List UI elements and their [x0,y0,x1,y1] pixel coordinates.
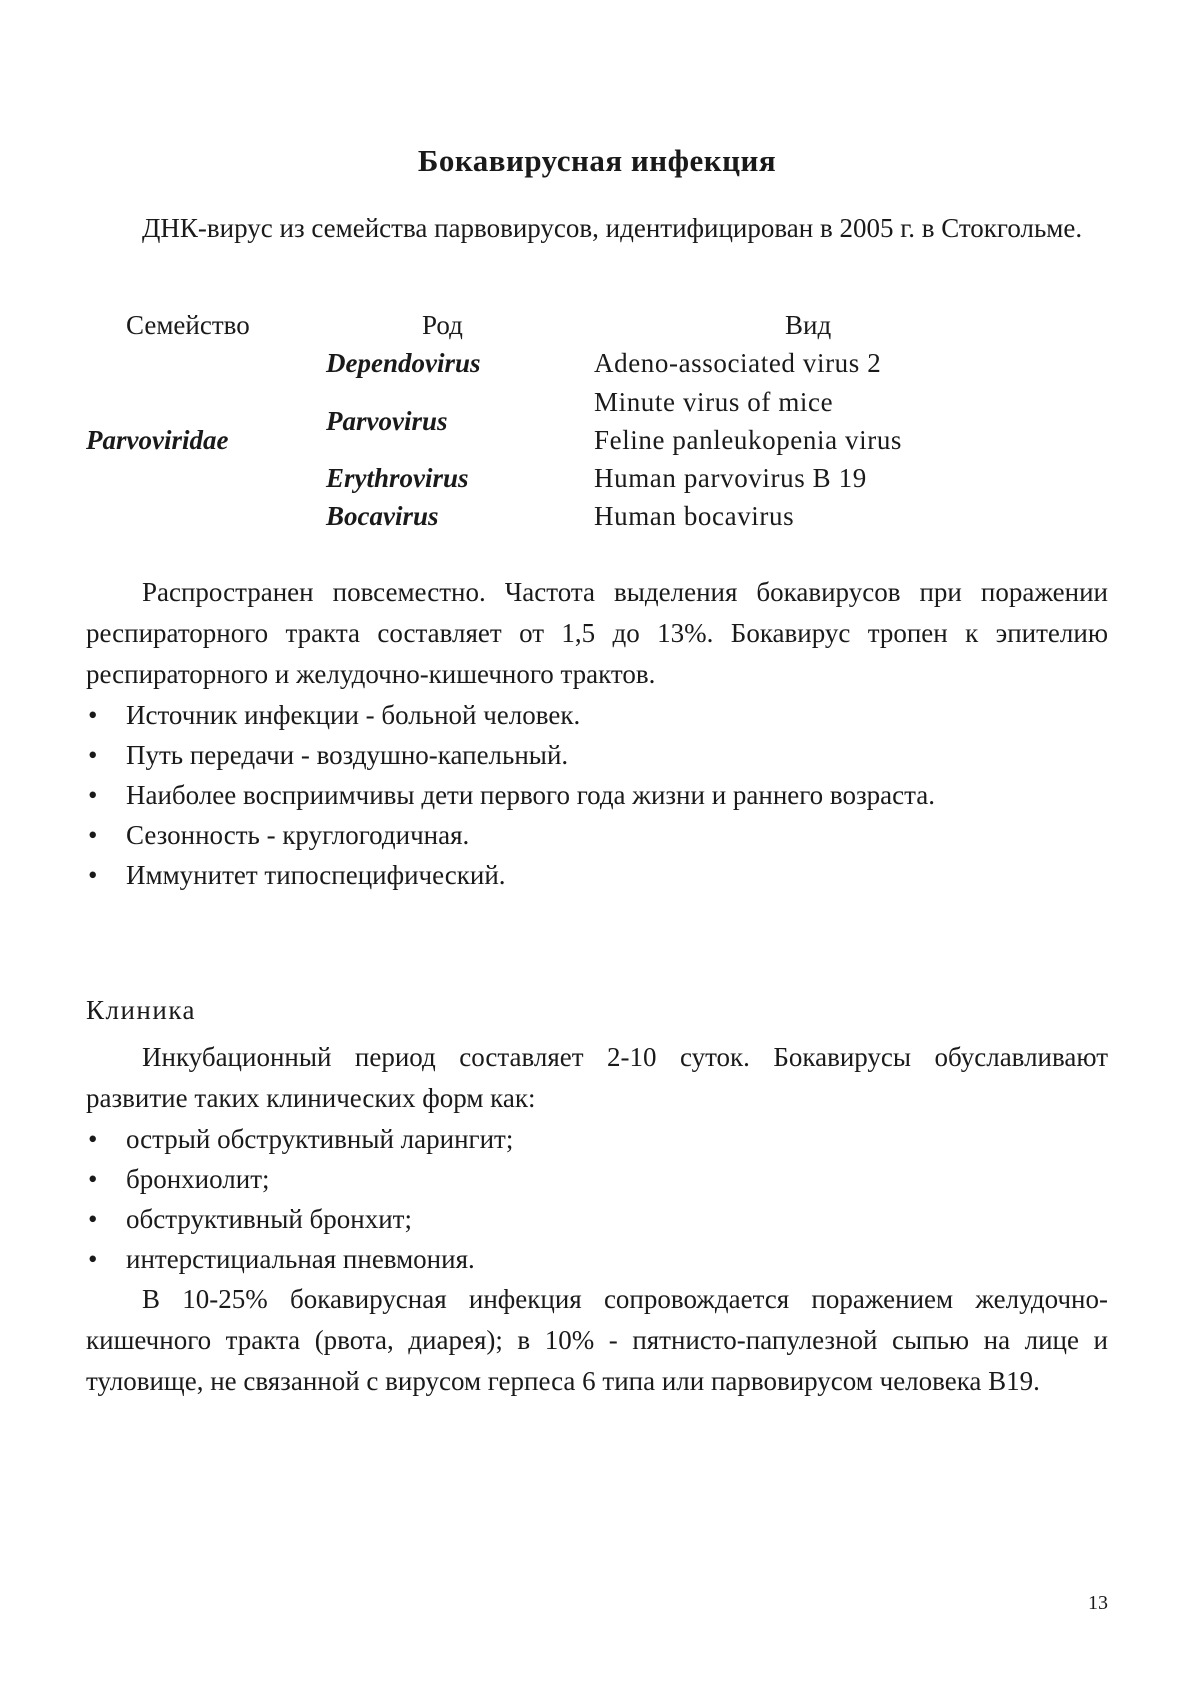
list-item: • интерстициальная пневмония. [86,1239,1108,1279]
clinic-list [86,1119,1108,1279]
table-header-species: Вид [785,310,832,340]
list-item: • Сезонность - круглогодичная. [86,815,1108,855]
document-page [86,0,1108,1682]
bullet-icon: • [88,820,98,850]
table-genus: Parvovirus [326,406,448,436]
list-item: • Иммунитет типоспецифический. [86,855,1108,895]
bullet-icon: • [88,700,98,730]
table-species: Human parvovirus B 19 [594,463,867,493]
list-item: • обструктивный бронхит; [86,1199,1108,1239]
table-genus: Erythrovirus [326,463,469,493]
bullet-icon: • [88,740,98,770]
page-number: 13 [1088,1592,1108,1614]
table-family: Parvoviridae [86,425,229,455]
list-item: • Источник инфекции - больной человек. [86,695,1108,735]
list-item: • Наиболее восприимчивы дети первого года жизни и раннего возраста. [86,775,1108,815]
bullet-icon: • [88,1204,98,1234]
intro-block [86,208,1108,249]
table-species: Human bocavirus [594,501,795,531]
table-species: Feline panleukopenia virus [594,425,903,455]
bullet-icon: • [88,860,98,890]
list-item: • Путь передачи - воздушно-капельный. [86,735,1108,775]
clinic-block [86,990,1108,1402]
epidemiology-paragraph: Распространен повсеместно. Частота выделения бокавирусов при поражении респираторного тракта составляет от 1,5 до 13%. Бокавирус тропен к эпителию респираторного и желудочно-кишечного трактов. [86,577,1108,689]
table-genus: Dependovirus [326,348,481,378]
table-header-genus: Род [422,310,463,340]
page-title: Бокавирусная инфекция [417,143,777,178]
list-item: • острый обструктивный ларингит; [86,1119,1108,1159]
epidemiology-list [86,695,1108,895]
table-species: Adeno-associated virus 2 [594,348,882,378]
bullet-icon: • [88,780,98,810]
bullet-icon: • [88,1164,98,1194]
bullet-icon: • [88,1124,98,1154]
classification-table [86,305,1108,545]
epidemiology-block [86,572,1108,895]
section-heading: Клиника [86,995,197,1025]
intro-paragraph: ДНК-вирус из семейства парвовирусов, идентифицирован в 2005 г. в Стокгольме. [142,213,1083,243]
table-species: Minute virus of mice [594,387,834,417]
clinic-outro-paragraph: В 10-25% бокавирусная инфекция сопровождается поражением желудочно-кишечного тракта (рвота, диарея); в 10% - пятнисто-папулезной сыпью на лице и туловище, не связанной с вирусом герпеса 6 типа или парвовирусом человека В19. [86,1284,1108,1396]
list-item: • бронхиолит; [86,1159,1108,1199]
table-header-family: Семейство [126,310,250,340]
table-genus: Bocavirus [326,501,439,531]
clinic-intro-paragraph: Инкубационный период составляет 2-10 суток. Бокавирусы обуславливают развитие таких клинических форм как: [86,1042,1108,1113]
bullet-icon: • [88,1244,98,1274]
